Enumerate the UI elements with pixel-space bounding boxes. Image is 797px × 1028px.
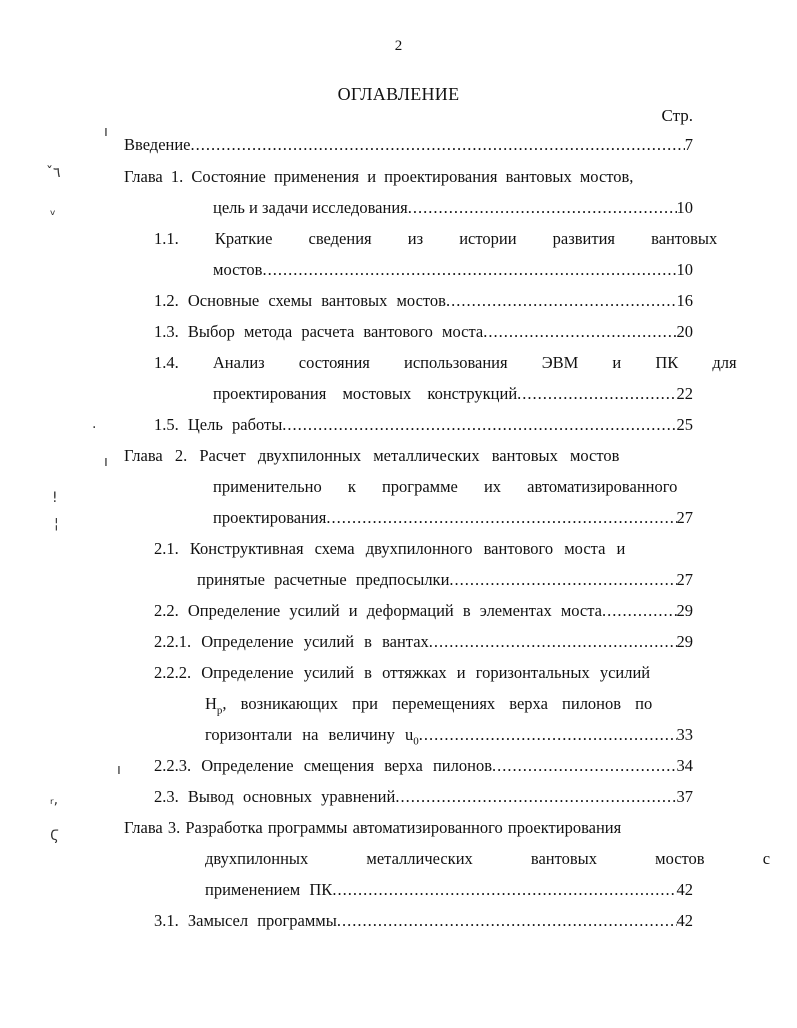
toc-page-number: 16 — [676, 291, 693, 310]
toc-entry-2-2[interactable] — [154, 600, 693, 622]
toc-entry-2-1-line2[interactable] — [197, 569, 693, 591]
toc-entry-2-1-line1[interactable] — [154, 538, 693, 560]
dot-leader — [262, 259, 676, 281]
scan-artifact-mark: ! — [52, 490, 58, 506]
toc-page-number: 34 — [676, 756, 693, 775]
dot-leader — [332, 879, 676, 901]
toc-entry-1-5[interactable] — [154, 414, 693, 436]
toc-entry-text: 1.3. Выбор метода расчета вантового моста — [154, 322, 484, 341]
scan-artifact-mark: ˇ٦ — [46, 165, 61, 181]
toc-page-number: 42 — [676, 880, 693, 899]
page-number: 2 — [394, 38, 403, 54]
toc-entry-2-2-2-line1[interactable] — [154, 662, 693, 684]
scan-artifact-mark: ᵥ — [50, 203, 56, 219]
page-title: ОГЛАВЛЕНИЕ — [337, 84, 460, 104]
line-text: горизонтали на величину u — [205, 725, 414, 744]
dot-leader — [492, 755, 677, 777]
toc-entry-1-1-line1[interactable] — [154, 228, 718, 250]
line-text: , возникающих при перемещениях верха пилонов по — [222, 694, 653, 713]
toc-entry-2-3[interactable] — [154, 786, 693, 808]
toc-page-number: 29 — [676, 632, 693, 651]
toc-page-number: 25 — [676, 415, 693, 434]
toc-entry-text: 2.2. Определение усилий и деформаций в элементах моста — [154, 601, 602, 620]
toc-entry-1-4-line2[interactable] — [213, 383, 693, 405]
toc-entry-2-2-2-line3[interactable] — [205, 724, 693, 746]
dot-leader — [429, 631, 677, 653]
symbol-h: H — [205, 694, 217, 713]
toc-page-number: 27 — [676, 508, 693, 527]
toc-entry-text — [205, 693, 652, 721]
toc-page-number: 22 — [676, 384, 693, 403]
symbol-h-subscript: p — [216, 704, 223, 717]
dot-leader — [446, 290, 677, 312]
toc-entry-chapter-3-line2[interactable] — [205, 848, 771, 870]
toc-page-number: 10 — [676, 198, 693, 217]
toc-entry-text: Глава 2. Расчет двухпилонных металлических вантовых мостов — [124, 446, 620, 465]
toc-page-number: 10 — [676, 260, 693, 279]
toc-entry-text: 3.1. Замысел программы — [154, 911, 337, 930]
dot-leader — [408, 197, 677, 219]
toc-entry-text: 2.3. Вывод основных уравнений — [154, 787, 396, 806]
dot-leader — [419, 724, 677, 746]
dot-leader — [395, 786, 676, 808]
toc-entry-chapter-2-line3[interactable] — [213, 507, 693, 529]
dot-leader — [449, 569, 676, 591]
toc-entry-text: принятые расчетные предпосылки — [197, 570, 450, 589]
toc-entry-chapter-1-line2[interactable] — [213, 197, 693, 219]
symbol-u-subscript: 0 — [413, 735, 419, 748]
toc-entry-text: Глава 3. Разработка программы автоматизированного проектирования — [124, 818, 622, 837]
dot-leader — [483, 321, 676, 343]
toc-page-number: 37 — [676, 787, 693, 806]
toc-entry-text: 1.1. Краткие сведения из истории развития вантовых — [154, 229, 718, 248]
scan-artifact-mark: · — [92, 420, 97, 436]
toc-entry-text: мостов — [213, 260, 263, 279]
dot-leader — [282, 414, 676, 436]
toc-entry-text: 2.2.1. Определение усилий в вантах — [154, 632, 429, 651]
scan-artifact-mark: ¦ — [54, 516, 59, 532]
dot-leader — [326, 507, 676, 529]
dot-leader — [337, 910, 677, 932]
toc-entry-text: цель и задачи исследования — [213, 198, 408, 217]
scan-artifact-mark: ı — [117, 762, 121, 778]
page-column-label: Стр. — [661, 106, 693, 125]
toc-entry-text: 1.4. Анализ состояния использования ЭВМ и ПК для — [154, 353, 737, 372]
toc-page-number: 42 — [676, 911, 693, 930]
toc-entry-chapter-1-line1[interactable] — [124, 166, 693, 188]
scan-artifact-mark: ı — [104, 454, 108, 470]
toc-entry-1-4-line1[interactable] — [154, 352, 737, 374]
toc-entry-2-2-1[interactable] — [154, 631, 693, 653]
toc-entry-chapter-3-line3[interactable] — [205, 879, 693, 901]
toc-entry-1-2[interactable] — [154, 290, 693, 312]
dot-leader — [517, 383, 676, 405]
toc-entry-text: 2.2.2. Определение усилий в оттяжках и горизонтальных усилий — [154, 663, 651, 682]
toc-entry-text: 1.5. Цель работы — [154, 415, 283, 434]
toc-entry-text: 2.2.3. Определение смещения верха пилонов — [154, 756, 492, 775]
scan-artifact-mark: ᵣ, — [50, 792, 59, 808]
toc-entry-text — [205, 724, 419, 752]
toc-page-number: 29 — [676, 601, 693, 620]
toc-entry-text: Введение — [124, 135, 191, 154]
toc-entry-text: применением ПК — [205, 880, 333, 899]
toc-entry-chapter-2-line2[interactable] — [213, 476, 693, 498]
toc-page-number: 33 — [676, 725, 693, 744]
dot-leader — [602, 600, 677, 622]
toc-entry-text: 1.2. Основные схемы вантовых мостов — [154, 291, 446, 310]
toc-entry-chapter-2-line1[interactable] — [124, 445, 693, 467]
toc-page-number: 27 — [676, 570, 693, 589]
toc-entry-2-2-2-line2[interactable] — [205, 693, 693, 715]
toc-entry-1-1-line2[interactable] — [213, 259, 693, 281]
dot-leader — [191, 134, 685, 156]
toc-page-number: 20 — [676, 322, 693, 341]
toc-entry-text: 2.1. Конструктивная схема двухпилонного вантового моста и — [154, 539, 626, 558]
toc-entry-chapter-3-line1[interactable] — [124, 817, 693, 839]
toc-page-number: 7 — [684, 135, 693, 154]
scan-artifact-mark: Ϛ — [50, 828, 60, 844]
toc-entry-3-1[interactable] — [154, 910, 693, 932]
toc-entry-text: проектирования — [213, 508, 327, 527]
toc-entry-1-3[interactable] — [154, 321, 693, 343]
toc-entry-2-2-3[interactable] — [154, 755, 693, 777]
toc-entry-text: Глава 1. Состояние применения и проектирования вантовых мостов, — [124, 167, 634, 186]
scan-artifact-mark: ı — [104, 124, 108, 140]
toc-entry-intro[interactable] — [124, 134, 693, 156]
toc-entry-text: двухпилонных металлических вантовых мостов с — [205, 849, 771, 868]
toc-entry-text: применительно к программе их автоматизированного — [213, 477, 678, 496]
toc-entry-text: проектирования мостовых конструкций — [213, 384, 518, 403]
